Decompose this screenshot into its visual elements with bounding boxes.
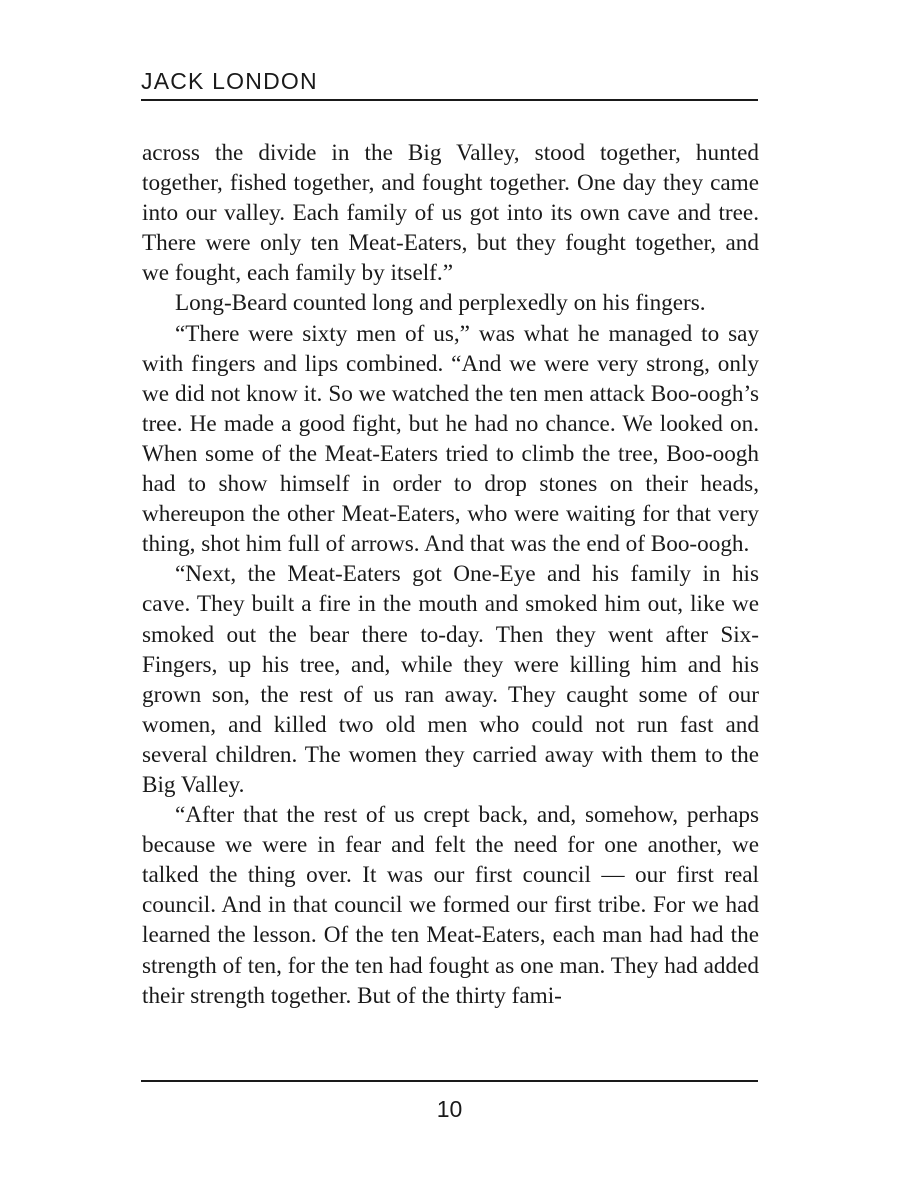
paragraph: “Next, the Meat-Eaters got One-Eye and his family in his cave. They built a fire in the mouth and smoked him out, like we smoked out the bear there to-day. Then they went after Six-Fingers, up his tree, and, while they were killing him and his grown son, the rest of us ran away. They caught some of our women, and killed two old men who could not run fast and several children. The women they carried away with them to the Big Valley. — [142, 561, 759, 798]
body-text — [142, 138, 759, 1011]
paragraph: across the divide in the Big Valley, stood together, hunted together, fished together, and fought together. One day they came into our valley. Each family of us got into its own cave and tree. There were only ten Meat-Eaters, but they fought together, and we fought, each family by itself.” — [142, 140, 759, 287]
header-rule — [141, 99, 758, 101]
paragraph: Long-Beard counted long and perplexedly on his fingers. — [175, 290, 706, 317]
running-header: JACK LONDON — [141, 68, 318, 94]
paragraph: “After that the rest of us crept back, and, somehow, perhaps because we were in fear and felt the need for one another, we talked the thing over. It was our first council — our first real council. And in that council we formed our first tribe. For we had learned the lesson. Of the ten Meat-Eaters, each man had had the strength of ten, for the ten had fought as one man. They had added their strength together. But of the thirty fami- — [142, 802, 759, 1009]
paragraph: “There were sixty men of us,” was what he managed to say with fingers and lips combined. “And we were very strong, only we did not know it. So we watched the ten men attack Boo-oogh’s tree. He made a good fight, but he had no chance. We looked on. When some of the Meat-Eaters tried to climb the tree, Boo-oogh had to show himself in order to drop stones on their heads, whereupon the other Meat-Eaters, who were waiting for that very thing, shot him full of arrows. And that was the end of Boo-oogh. — [142, 320, 759, 558]
page-number: 10 — [436, 1096, 463, 1122]
footer-rule — [141, 1080, 758, 1082]
